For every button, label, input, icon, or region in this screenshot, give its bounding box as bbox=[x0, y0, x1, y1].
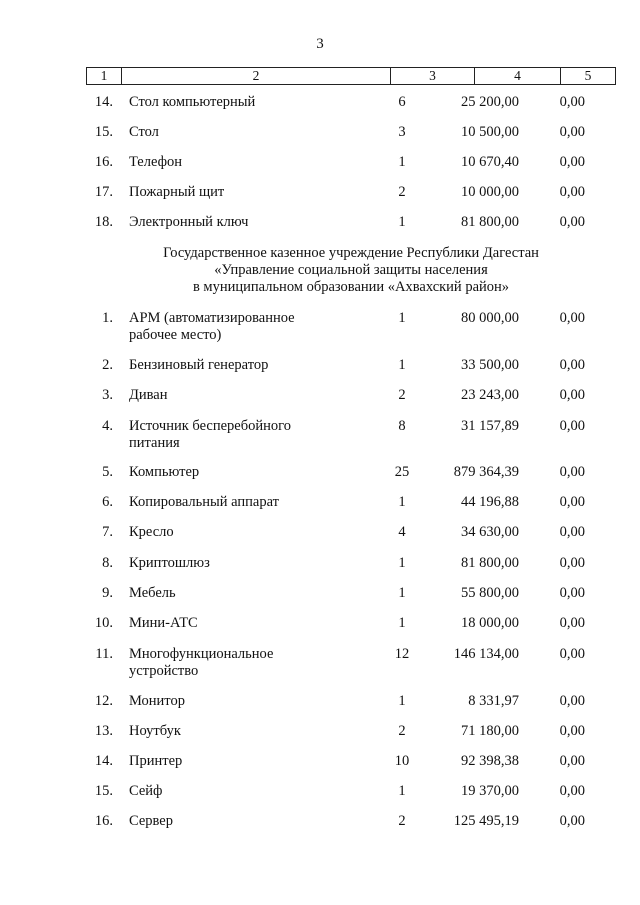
section-heading bbox=[86, 245, 616, 296]
item-name: Телефон bbox=[129, 154, 182, 170]
item-name: Диван bbox=[129, 387, 168, 403]
item-depreciation: 0,00 bbox=[559, 154, 585, 170]
item-name: Многофункциональное устройство bbox=[129, 646, 274, 679]
item-amount: 81 800,00 bbox=[461, 555, 519, 571]
item-depreciation: 0,00 bbox=[559, 555, 585, 571]
item-name: Сервер bbox=[129, 813, 173, 829]
item-amount: 146 134,00 bbox=[453, 646, 519, 662]
item-amount: 80 000,00 bbox=[461, 310, 519, 326]
section-heading-line-3: в муниципальном образовании «Ахвахский район» bbox=[192, 279, 510, 295]
item-amount: 55 800,00 bbox=[461, 585, 519, 601]
header-col-5: 5 bbox=[584, 68, 592, 83]
row-number: 4. bbox=[102, 418, 113, 434]
item-name: Ноутбук bbox=[129, 723, 181, 739]
row-number: 17. bbox=[94, 184, 113, 200]
item-quantity: 2 bbox=[398, 184, 406, 200]
row-number: 16. bbox=[94, 154, 113, 170]
item-quantity: 2 bbox=[398, 813, 406, 829]
item-name: АРМ (автоматизированное рабочее место) bbox=[129, 310, 295, 343]
item-quantity: 1 bbox=[398, 310, 406, 326]
item-depreciation: 0,00 bbox=[559, 124, 585, 140]
item-name: Бензиновый генератор bbox=[129, 357, 269, 373]
item-name: Электронный ключ bbox=[129, 214, 249, 230]
item-depreciation: 0,00 bbox=[559, 813, 585, 829]
item-quantity: 25 bbox=[394, 464, 410, 480]
item-quantity: 8 bbox=[398, 418, 406, 434]
row-number: 18. bbox=[94, 214, 113, 230]
item-depreciation: 0,00 bbox=[559, 94, 585, 110]
item-amount: 10 670,40 bbox=[461, 154, 519, 170]
item-name: Источник бесперебойного питания bbox=[129, 418, 291, 451]
item-quantity: 12 bbox=[394, 646, 410, 662]
item-quantity: 2 bbox=[398, 723, 406, 739]
row-number: 7. bbox=[102, 524, 113, 540]
item-depreciation: 0,00 bbox=[559, 464, 585, 480]
item-quantity: 1 bbox=[398, 357, 406, 373]
row-number: 8. bbox=[102, 555, 113, 571]
item-amount: 10 500,00 bbox=[461, 124, 519, 140]
row-number: 12. bbox=[94, 693, 113, 709]
page-number: 3 bbox=[316, 36, 324, 52]
item-name: Мебель bbox=[129, 585, 176, 601]
item-quantity: 1 bbox=[398, 693, 406, 709]
item-amount: 879 364,39 bbox=[453, 464, 519, 480]
row-number: 16. bbox=[94, 813, 113, 829]
row-number: 2. bbox=[102, 357, 113, 373]
row-number: 14. bbox=[94, 94, 113, 110]
item-name: Принтер bbox=[129, 753, 183, 769]
item-depreciation: 0,00 bbox=[559, 753, 585, 769]
item-name: Сейф bbox=[129, 783, 163, 799]
row-number: 3. bbox=[102, 387, 113, 403]
item-quantity: 1 bbox=[398, 494, 406, 510]
header-col-2: 2 bbox=[122, 68, 391, 84]
row-number: 5. bbox=[102, 464, 113, 480]
row-number: 6. bbox=[102, 494, 113, 510]
item-quantity: 1 bbox=[398, 154, 406, 170]
row-number: 13. bbox=[94, 723, 113, 739]
item-depreciation: 0,00 bbox=[559, 494, 585, 510]
item-amount: 33 500,00 bbox=[461, 357, 519, 373]
item-quantity: 4 bbox=[398, 524, 406, 540]
row-number: 15. bbox=[94, 124, 113, 140]
item-depreciation: 0,00 bbox=[559, 723, 585, 739]
header-col-3: 3 bbox=[391, 68, 475, 84]
item-depreciation: 0,00 bbox=[559, 310, 585, 326]
row-number: 9. bbox=[102, 585, 113, 601]
item-name: Монитор bbox=[129, 693, 185, 709]
item-name: Кресло bbox=[129, 524, 174, 540]
header-col-4: 4 bbox=[475, 68, 561, 84]
item-name: Стол компьютерный bbox=[129, 94, 256, 110]
item-amount: 18 000,00 bbox=[461, 615, 519, 631]
header-col-1: 1 bbox=[87, 68, 122, 84]
item-amount: 23 243,00 bbox=[461, 387, 519, 403]
item-depreciation: 0,00 bbox=[559, 524, 585, 540]
item-depreciation: 0,00 bbox=[559, 783, 585, 799]
row-number: 15. bbox=[94, 783, 113, 799]
row-number: 1. bbox=[102, 310, 113, 326]
item-amount: 10 000,00 bbox=[461, 184, 519, 200]
item-quantity: 3 bbox=[398, 124, 406, 140]
row-number: 14. bbox=[94, 753, 113, 769]
item-name: Компьютер bbox=[129, 464, 200, 480]
item-quantity: 10 bbox=[394, 753, 410, 769]
item-amount: 71 180,00 bbox=[461, 723, 519, 739]
row-number: 10. bbox=[94, 615, 113, 631]
item-amount: 19 370,00 bbox=[461, 783, 519, 799]
section-heading-line-2: «Управление социальной защиты населения bbox=[214, 262, 488, 278]
item-amount: 81 800,00 bbox=[461, 214, 519, 230]
section-heading-line-1: Государственное казенное учреждение Республики Дагестан bbox=[163, 245, 539, 261]
item-amount: 31 157,89 bbox=[461, 418, 519, 434]
item-quantity: 1 bbox=[398, 585, 406, 601]
item-amount: 125 495,19 bbox=[453, 813, 519, 829]
item-depreciation: 0,00 bbox=[559, 184, 585, 200]
item-amount: 8 331,97 bbox=[468, 693, 519, 709]
item-quantity: 6 bbox=[398, 94, 406, 110]
item-depreciation: 0,00 bbox=[559, 646, 585, 662]
item-amount: 34 630,00 bbox=[461, 524, 519, 540]
item-name: Стол bbox=[129, 124, 159, 140]
item-amount: 92 398,38 bbox=[461, 753, 519, 769]
item-quantity: 1 bbox=[398, 214, 406, 230]
row-number: 11. bbox=[95, 646, 113, 662]
item-name: Копировальный аппарат bbox=[129, 494, 280, 510]
item-name: Пожарный щит bbox=[129, 184, 225, 200]
item-amount: 25 200,00 bbox=[461, 94, 519, 110]
item-depreciation: 0,00 bbox=[559, 418, 585, 434]
item-name: Мини-АТС bbox=[129, 615, 198, 631]
item-name: Криптошлюз bbox=[129, 555, 210, 571]
item-quantity: 1 bbox=[398, 783, 406, 799]
item-quantity: 1 bbox=[398, 555, 406, 571]
item-depreciation: 0,00 bbox=[559, 214, 585, 230]
item-depreciation: 0,00 bbox=[559, 693, 585, 709]
table-header bbox=[86, 67, 616, 85]
item-amount: 44 196,88 bbox=[461, 494, 519, 510]
item-depreciation: 0,00 bbox=[559, 615, 585, 631]
item-depreciation: 0,00 bbox=[559, 585, 585, 601]
item-depreciation: 0,00 bbox=[559, 357, 585, 373]
item-quantity: 2 bbox=[398, 387, 406, 403]
item-quantity: 1 bbox=[398, 615, 406, 631]
item-depreciation: 0,00 bbox=[559, 387, 585, 403]
